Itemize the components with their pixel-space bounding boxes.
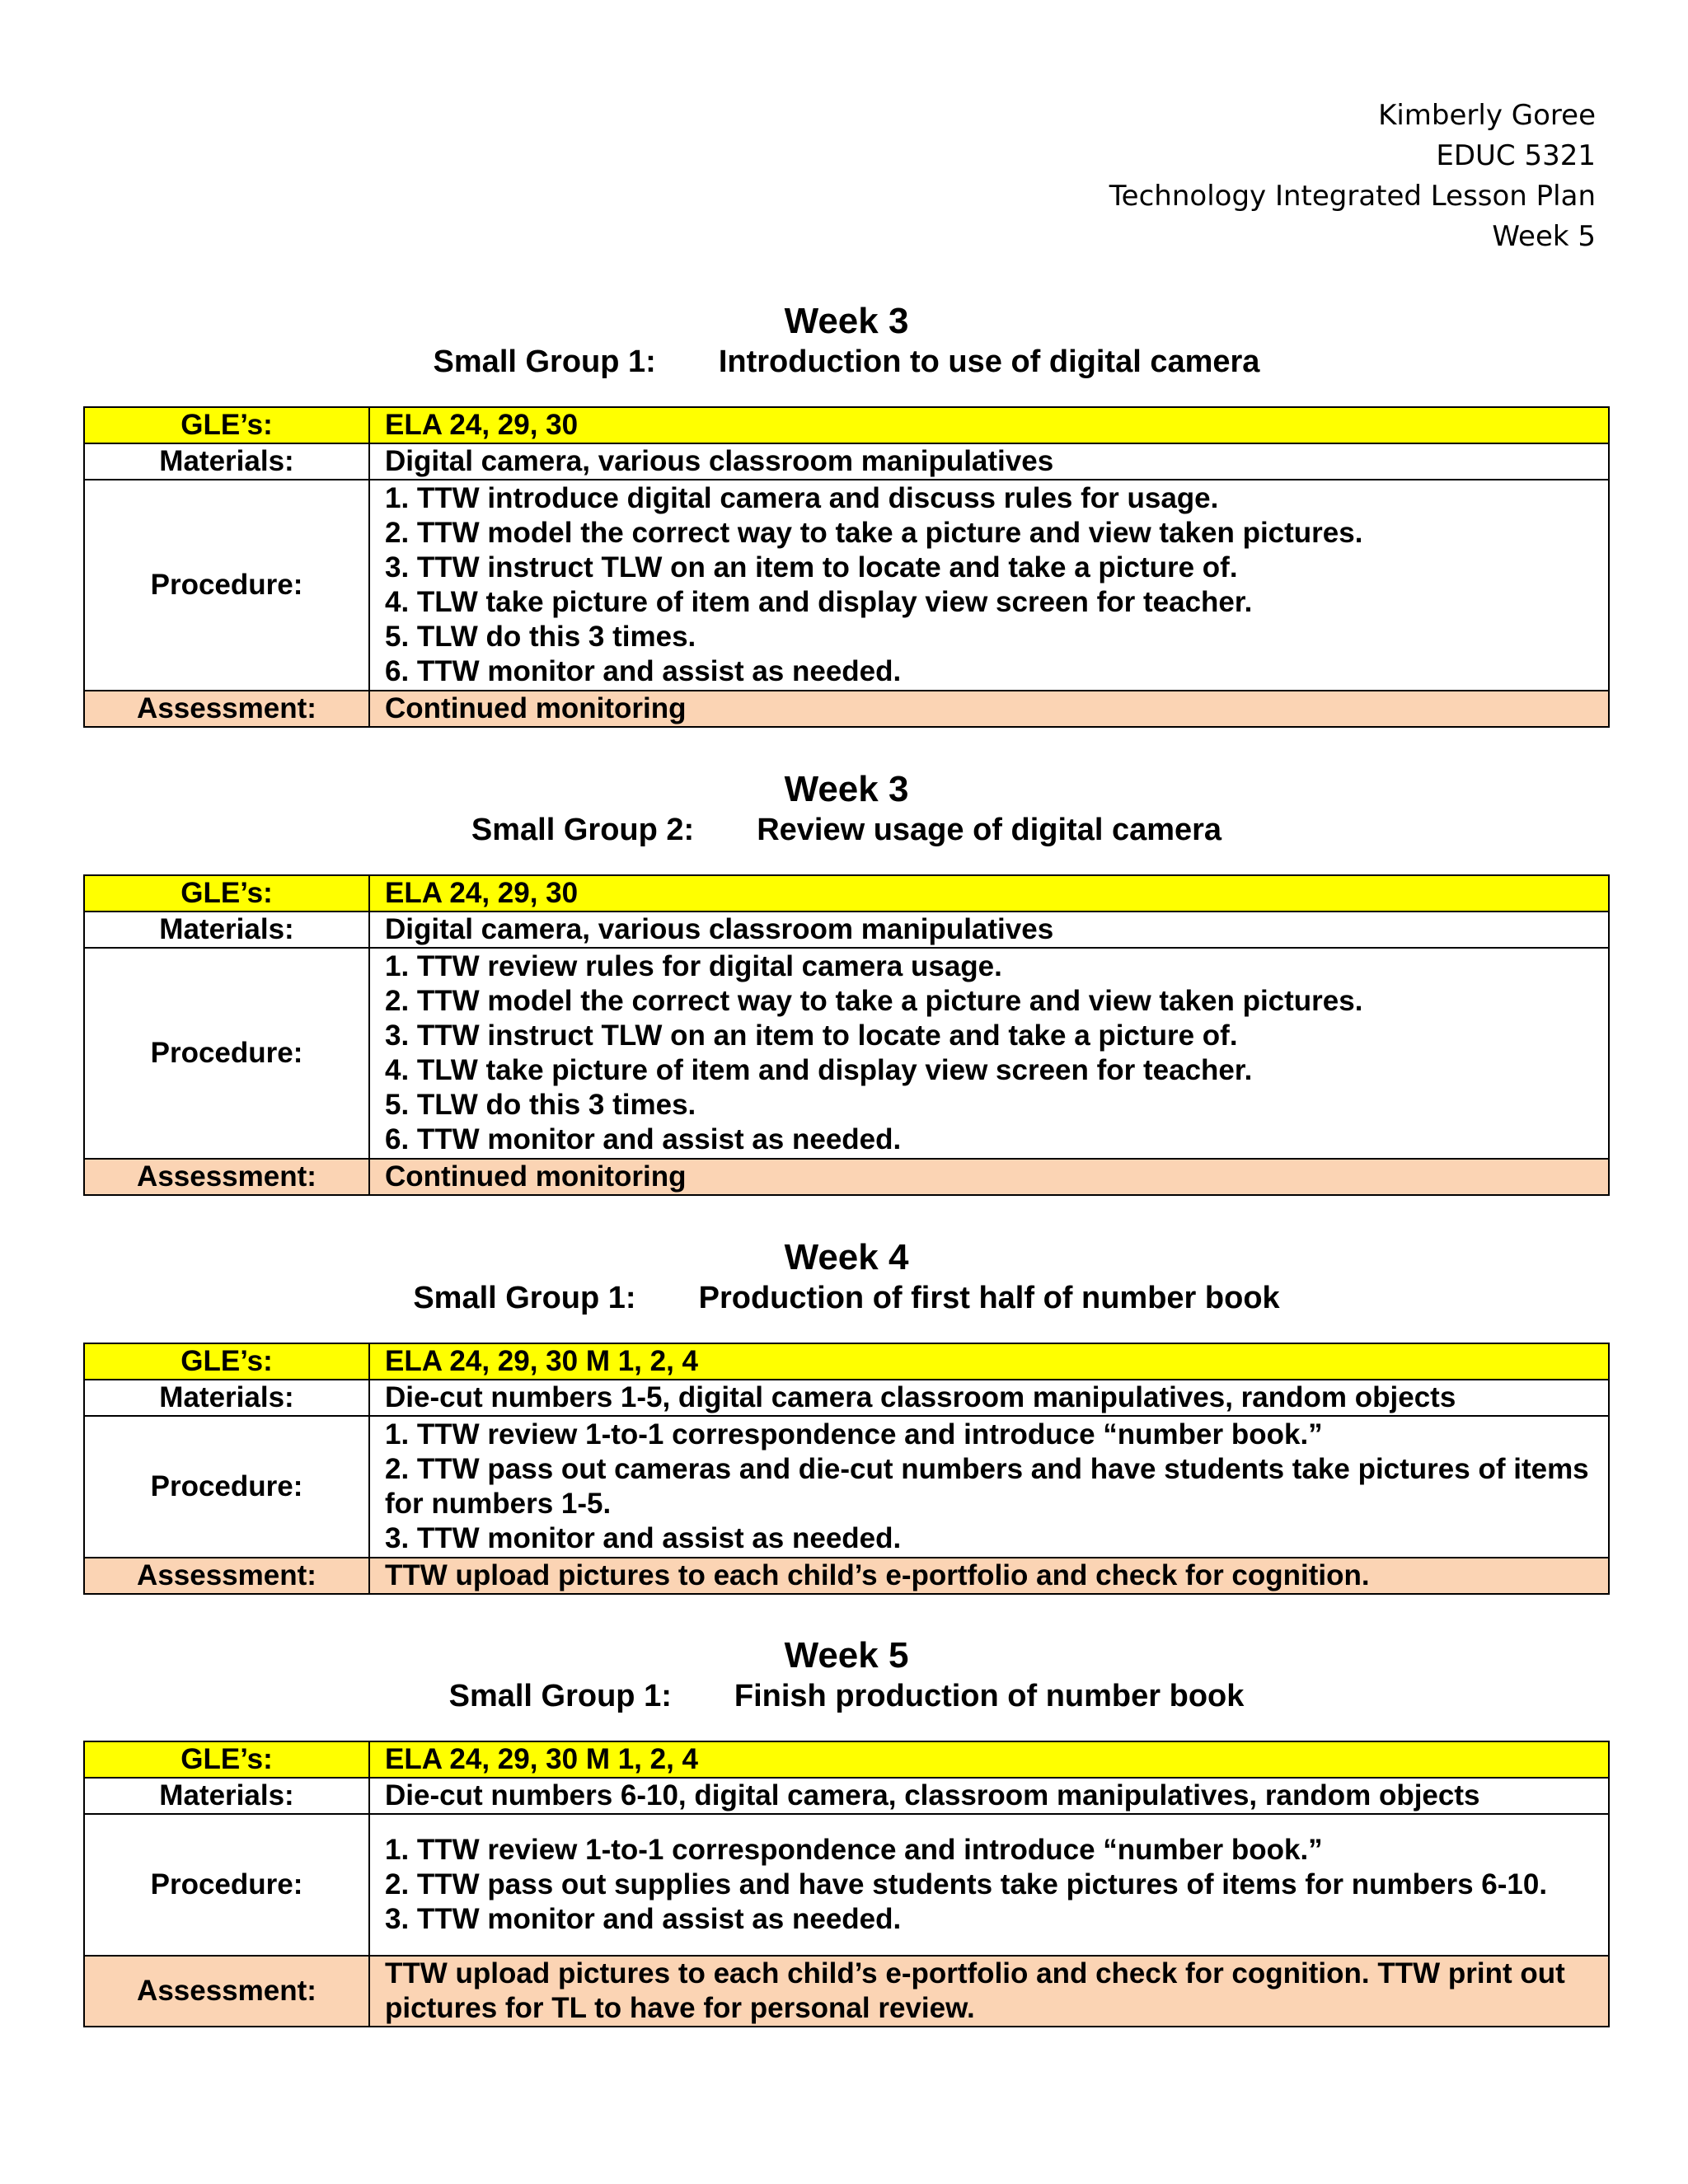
section-subtitle (83, 343, 1610, 381)
procedure-step: 5. TLW do this 3 times. (385, 621, 696, 653)
materials-row (84, 912, 1609, 948)
materials-value: Die-cut numbers 6-10, digital camera, classroom manipulatives, random objects (369, 1778, 1609, 1814)
gle-value: ELA 24, 29, 30 M 1, 2, 4 (369, 1741, 1609, 1778)
gle-value: ELA 24, 29, 30 M 1, 2, 4 (369, 1343, 1609, 1380)
procedure-step: 6. TTW monitor and assist as needed. (385, 1123, 902, 1155)
course-code: EDUC 5321 (1436, 139, 1596, 172)
procedure-step: 2. TTW model the correct way to take a picture and view taken pictures. (385, 517, 1363, 549)
procedure-row (84, 1416, 1609, 1558)
group-label: Small Group 1: (413, 1281, 636, 1315)
lesson-section (83, 1236, 1610, 1595)
procedure-value (369, 948, 1609, 1159)
procedure-step: 3. TTW monitor and assist as needed. (385, 1903, 902, 1935)
procedure-row (84, 480, 1609, 691)
materials-label: Materials: (84, 1778, 369, 1814)
materials-value: Die-cut numbers 1-5, digital camera classroom manipulatives, random objects (369, 1380, 1609, 1416)
procedure-label: Procedure: (84, 1416, 369, 1558)
author-name: Kimberly Goree (1378, 99, 1596, 132)
lesson-table (83, 1343, 1610, 1595)
section-subtitle (83, 811, 1610, 849)
lesson-topic: Production of first half of number book (698, 1281, 1280, 1315)
procedure-value (369, 480, 1609, 691)
gle-label: GLE’s: (84, 1741, 369, 1778)
procedure-row (84, 948, 1609, 1159)
materials-row (84, 1778, 1609, 1814)
group-label: Small Group 1: (448, 1679, 672, 1713)
gle-row (84, 875, 1609, 912)
document-week: Week 5 (1492, 220, 1596, 253)
lesson-table (83, 874, 1610, 1196)
procedure-step: 5. TLW do this 3 times. (385, 1089, 696, 1121)
materials-label: Materials: (84, 912, 369, 948)
procedure-step: 1. TTW introduce digital camera and discuss rules for usage. (385, 482, 1219, 514)
lesson-section (83, 300, 1610, 728)
procedure-step: 1. TTW review 1-to-1 correspondence and introduce “number book.” (385, 1418, 1323, 1451)
materials-value: Digital camera, various classroom manipulatives (369, 443, 1609, 480)
procedure-label: Procedure: (84, 480, 369, 691)
materials-value: Digital camera, various classroom manipulatives (369, 912, 1609, 948)
gle-label: GLE’s: (84, 1343, 369, 1380)
procedure-value (369, 1814, 1609, 1956)
procedure-step: 1. TTW review 1-to-1 correspondence and introduce “number book.” (385, 1834, 1323, 1866)
procedure-step: 1. TTW review rules for digital camera usage. (385, 950, 1002, 982)
gle-row (84, 1741, 1609, 1778)
procedure-step: 4. TLW take picture of item and display view screen for teacher. (385, 586, 1253, 618)
procedure-step: 2. TTW model the correct way to take a picture and view taken pictures. (385, 985, 1363, 1017)
assessment-label: Assessment: (84, 1956, 369, 2027)
section-title: Week 4 (784, 1237, 909, 1277)
assessment-label: Assessment: (84, 1558, 369, 1594)
lesson-table (83, 1741, 1610, 2027)
assessment-row (84, 1558, 1609, 1594)
assessment-row (84, 691, 1609, 727)
procedure-step: 3. TTW monitor and assist as needed. (385, 1522, 902, 1554)
section-title: Week 3 (784, 769, 909, 809)
assessment-label: Assessment: (84, 1159, 369, 1195)
gle-value: ELA 24, 29, 30 (369, 407, 1609, 443)
assessment-value: Continued monitoring (369, 1159, 1609, 1195)
procedure-step: 3. TTW instruct TLW on an item to locate and take a picture of. (385, 551, 1238, 583)
group-label: Small Group 1: (433, 344, 656, 379)
gle-label: GLE’s: (84, 875, 369, 912)
gle-row (84, 407, 1609, 443)
assessment-row (84, 1159, 1609, 1195)
section-title: Week 5 (784, 1635, 909, 1675)
procedure-step: 6. TTW monitor and assist as needed. (385, 655, 902, 687)
procedure-step: 2. TTW pass out cameras and die-cut numbers and have students take pictures of items for numbers 1-5. (385, 1453, 1589, 1520)
assessment-value: TTW upload pictures to each child’s e-portfolio and check for cognition. (369, 1558, 1609, 1594)
gle-label: GLE’s: (84, 407, 369, 443)
procedure-row (84, 1814, 1609, 1956)
procedure-value (369, 1416, 1609, 1558)
lesson-topic: Review usage of digital camera (757, 813, 1222, 847)
document-title: Technology Integrated Lesson Plan (1109, 180, 1596, 213)
document-header (1109, 96, 1596, 257)
lesson-table (83, 406, 1610, 728)
section-subtitle (83, 1279, 1610, 1317)
procedure-label: Procedure: (84, 948, 369, 1159)
lesson-topic: Introduction to use of digital camera (718, 344, 1260, 379)
materials-label: Materials: (84, 443, 369, 480)
procedure-step: 2. TTW pass out supplies and have students take pictures of items for numbers 6-10. (385, 1868, 1548, 1900)
section-title: Week 3 (784, 301, 909, 341)
assessment-value: Continued monitoring (369, 691, 1609, 727)
assessment-label: Assessment: (84, 691, 369, 727)
materials-row (84, 1380, 1609, 1416)
lesson-section (83, 1634, 1610, 2027)
group-label: Small Group 2: (471, 813, 695, 847)
lesson-section (83, 768, 1610, 1196)
gle-row (84, 1343, 1609, 1380)
procedure-step: 4. TLW take picture of item and display view screen for teacher. (385, 1054, 1253, 1086)
procedure-label: Procedure: (84, 1814, 369, 1956)
assessment-value: TTW upload pictures to each child’s e-portfolio and check for cognition. TTW print out pictures for TL to have for personal review. (369, 1956, 1609, 2027)
section-subtitle (83, 1677, 1610, 1715)
materials-row (84, 443, 1609, 480)
materials-label: Materials: (84, 1380, 369, 1416)
gle-value: ELA 24, 29, 30 (369, 875, 1609, 912)
lesson-topic: Finish production of number book (734, 1679, 1245, 1713)
assessment-row (84, 1956, 1609, 2027)
procedure-step: 3. TTW instruct TLW on an item to locate and take a picture of. (385, 1019, 1238, 1052)
